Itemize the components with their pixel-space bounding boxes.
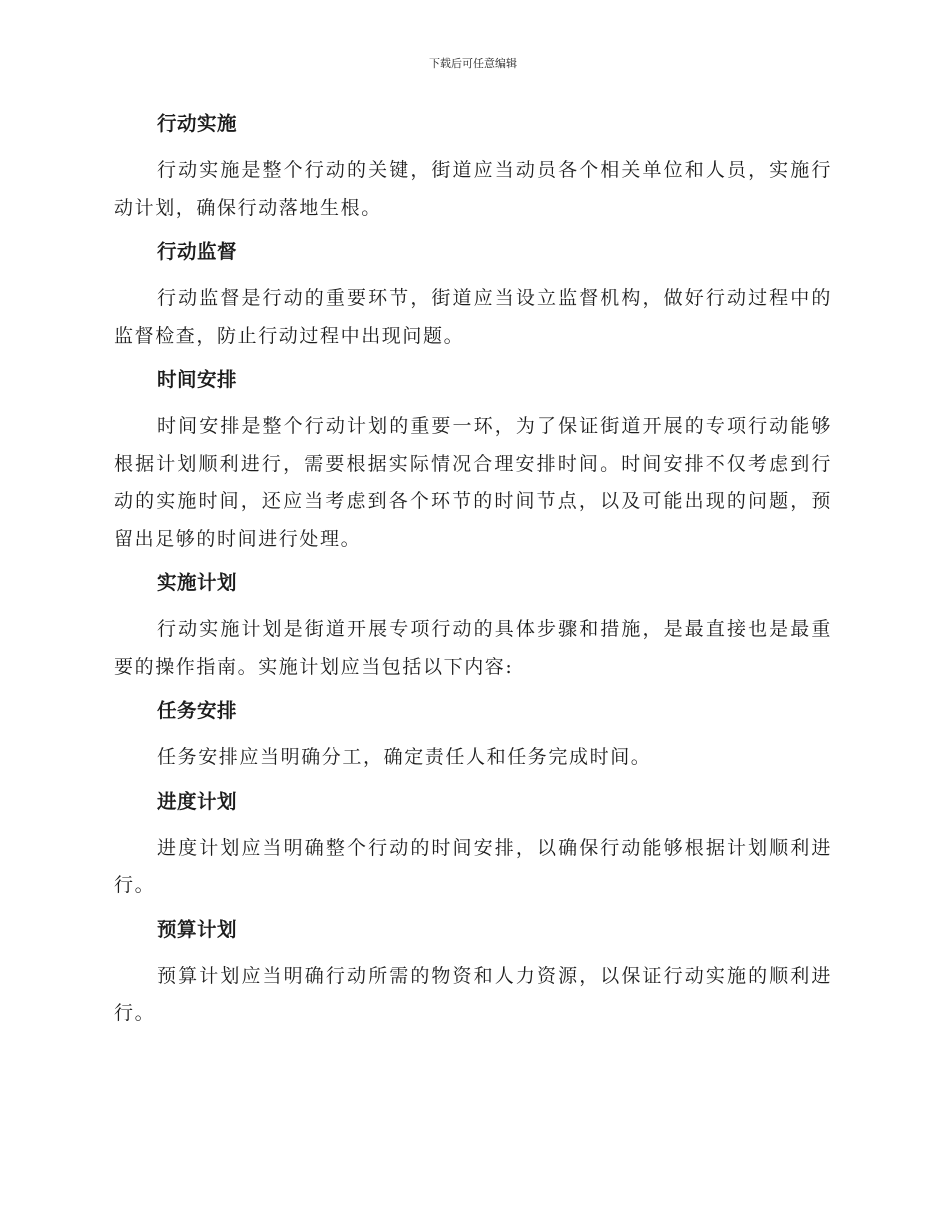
section-heading: 行动监督 <box>157 240 238 263</box>
section-heading: 进度计划 <box>157 789 238 813</box>
section-heading: 预算计划 <box>157 917 238 941</box>
section-paragraph: 进度计划应当明确整个行动的时间安排，以确保行动能够根据计划顺利进行。 <box>114 836 832 896</box>
section-paragraph: 预算计划应当明确行动所需的物资和人力资源，以保证行动实施的顺利进行。 <box>114 964 832 1024</box>
section-paragraph: 时间安排是整个行动计划的重要一环，为了保证街道开展的专项行动能够根据计划顺利进行，需要根据实际情况合理安排时间。时间安排不仅考虑到行动的实施时间，还应当考虑到各个环节的时间节点，以及可能出现的问题，预留出足够的时间进行处理。 <box>114 415 832 550</box>
section-paragraph: 任务安排应当明确分工，确定责任人和任务完成时间。 <box>157 746 652 768</box>
section-heading: 实施计划 <box>157 571 238 594</box>
section-heading: 行动实施 <box>157 112 238 135</box>
section-paragraph: 行动实施计划是街道开展专项行动的具体步骤和措施，是最直接也是最重要的操作指南。实施计划应当包括以下内容: <box>114 618 832 678</box>
section-heading: 时间安排 <box>157 368 238 391</box>
section-paragraph: 行动监督是行动的重要环节，街道应当设立监督机构，做好行动过程中的监督检查，防止行动过程中出现问题。 <box>114 287 832 347</box>
page-header: 下载后可任意编辑 <box>429 57 517 70</box>
document-body <box>114 108 832 1033</box>
section-paragraph: 行动实施是整个行动的关键，街道应当动员各个相关单位和人员，实施行动计划，确保行动落地生根。 <box>114 159 832 219</box>
section-heading: 任务安排 <box>157 699 238 722</box>
